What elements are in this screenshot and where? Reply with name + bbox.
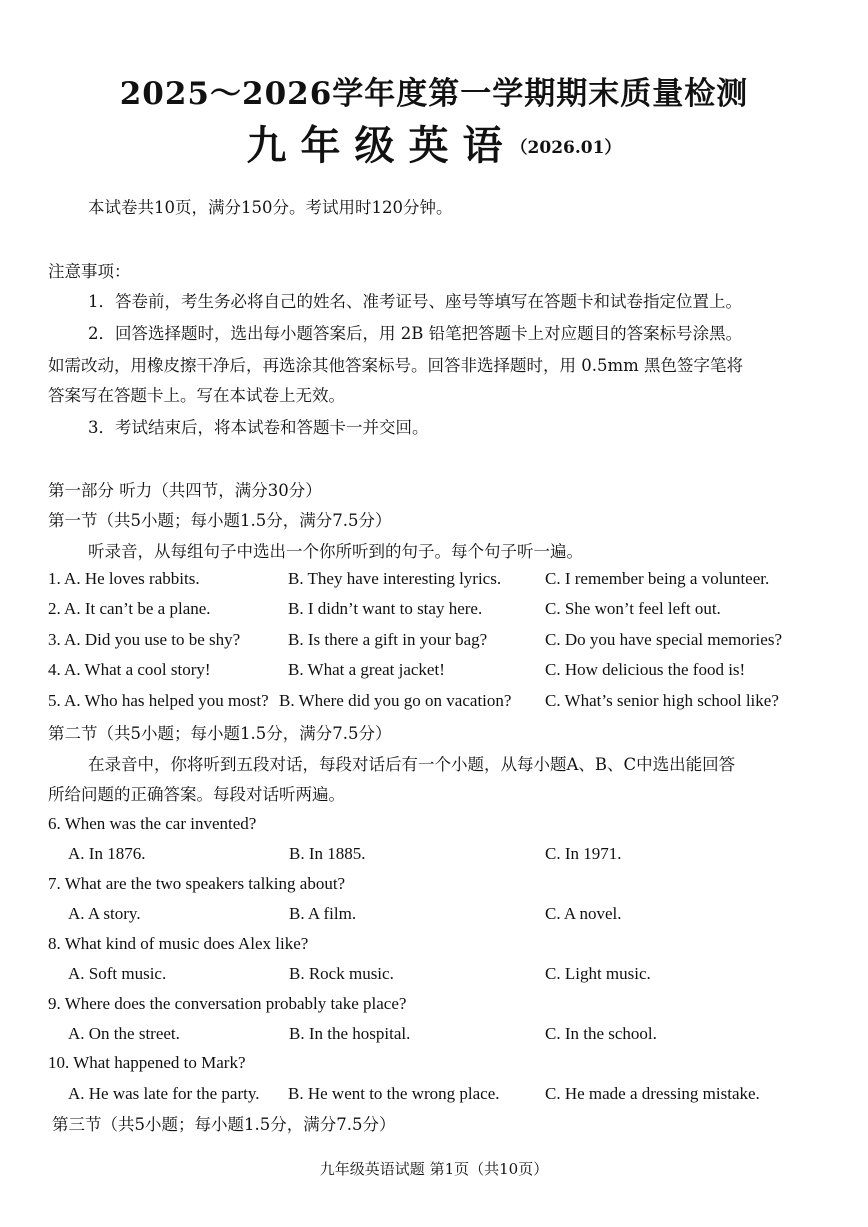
option-c: C. What’s senior high school like?: [545, 691, 779, 710]
option-c: C. Light music.: [545, 964, 651, 983]
section2-heading: 第二节（共5小题；每小题1.5分，满分7.5分）: [48, 724, 392, 743]
section2-instruction: 在录音中，你将听到五段对话，每段对话后有一个小题，从每小题A、B、C中选出能回答: [88, 755, 736, 774]
question-stem: [48, 874, 828, 896]
section1-instruction: 听录音，从每组句子中选出一个你所听到的句子。每个句子听一遍。: [88, 542, 583, 561]
question-text: 6. When was the car invented?: [48, 814, 257, 833]
section1-heading: 第一节（共5小题；每小题1.5分，满分7.5分）: [48, 511, 392, 530]
question-stem: [48, 1053, 828, 1075]
question-options: [48, 904, 828, 926]
option-c: C. I remember being a volunteer.: [545, 569, 770, 588]
option-c: C. He made a dressing mistake.: [545, 1084, 760, 1103]
option-c: C. How delicious the food is!: [545, 660, 746, 679]
question-text: 10. What happened to Mark?: [48, 1053, 246, 1072]
question-text: 9. Where does the conversation probably take place?: [48, 994, 407, 1013]
intro-text: 本试卷共10页，满分150分。考试用时120分钟。: [88, 198, 453, 217]
page-footer: 九年级英语试题 第1页（共10页）: [319, 1160, 549, 1178]
option-b: B. Is there a gift in your bag?: [288, 630, 488, 649]
question-options: [48, 964, 828, 986]
option-b: B. In the hospital.: [289, 1024, 411, 1043]
question-stem: [48, 814, 828, 836]
option-b: B. In 1885.: [289, 844, 366, 863]
option-c: C. In 1971.: [545, 844, 622, 863]
notice-item-2-cont: 如需改动，用橡皮擦干净后，再选涂其他答案标号。回答非选择题时，用 0.5mm 黑色签字笔将: [48, 356, 744, 375]
notice-heading: 注意事项：: [48, 262, 131, 281]
option-b: B. They have interesting lyrics.: [288, 569, 502, 588]
option-a: 2. A. It can’t be a plane.: [48, 599, 211, 618]
option-a: 3. A. Did you use to be shy?: [48, 630, 241, 649]
option-a: A. A story.: [68, 904, 141, 923]
option-c: C. In the school.: [545, 1024, 657, 1043]
option-a: 5. A. Who has helped you most?: [48, 691, 269, 710]
question-row: [48, 691, 828, 713]
notice-item-3: 3．考试结束后，将本试卷和答题卡一并交回。: [88, 418, 429, 437]
option-b: B. What a great jacket!: [288, 660, 445, 679]
option-b: B. Where did you go on vacation?: [279, 691, 512, 710]
option-a: A. On the street.: [68, 1024, 180, 1043]
option-a: A. Soft music.: [68, 964, 167, 983]
question-text: 7. What are the two speakers talking about?: [48, 874, 346, 893]
question-row: [48, 660, 828, 682]
option-a: 4. A. What a cool story!: [48, 660, 211, 679]
question-stem: [48, 934, 828, 956]
question-options: [48, 1024, 828, 1046]
option-c: C. Do you have special memories?: [545, 630, 782, 649]
option-b: B. A film.: [289, 904, 357, 923]
exam-subject: [0, 114, 868, 171]
option-b: B. Rock music.: [289, 964, 394, 983]
question-options: [48, 1084, 828, 1106]
question-stem: [48, 994, 828, 1016]
option-c: C. A novel.: [545, 904, 622, 923]
question-text: 8. What kind of music does Alex like?: [48, 934, 309, 953]
question-row: [48, 599, 828, 621]
option-a: A. In 1876.: [68, 844, 146, 863]
question-row: [48, 630, 828, 652]
option-a: 1. A. He loves rabbits.: [48, 569, 200, 588]
option-b: B. He went to the wrong place.: [288, 1084, 500, 1103]
section2-instruction-cont: 所给问题的正确答案。每段对话听两遍。: [48, 785, 345, 804]
exam-date: （2026.01）: [510, 138, 622, 158]
notice-item-2: 2．回答选择题时，选出每小题答案后，用 2B 铅笔把答题卡上对应题目的答案标号涂黑。: [88, 324, 743, 343]
subject-title: 九年级英语: [246, 122, 517, 169]
question-row: [48, 569, 828, 591]
option-a: A. He was late for the party.: [68, 1084, 260, 1103]
question-options: [48, 844, 828, 866]
option-b: B. I didn’t want to stay here.: [288, 599, 483, 618]
notice-item-1: 1．答卷前，考生务必将自己的姓名、准考证号、座号等填写在答题卡和试卷指定位置上。: [88, 292, 742, 311]
exam-title: 2025～2026学年度第一学期期末质量检测: [119, 76, 749, 112]
option-c: C. She won’t feel left out.: [545, 599, 721, 618]
notice-item-2-cont2: 答案写在答题卡上。写在本试卷上无效。: [48, 386, 345, 405]
section3-heading: 第三节（共5小题；每小题1.5分，满分7.5分）: [52, 1115, 396, 1134]
part1-heading: 第一部分 听力（共四节，满分30分）: [48, 481, 322, 500]
